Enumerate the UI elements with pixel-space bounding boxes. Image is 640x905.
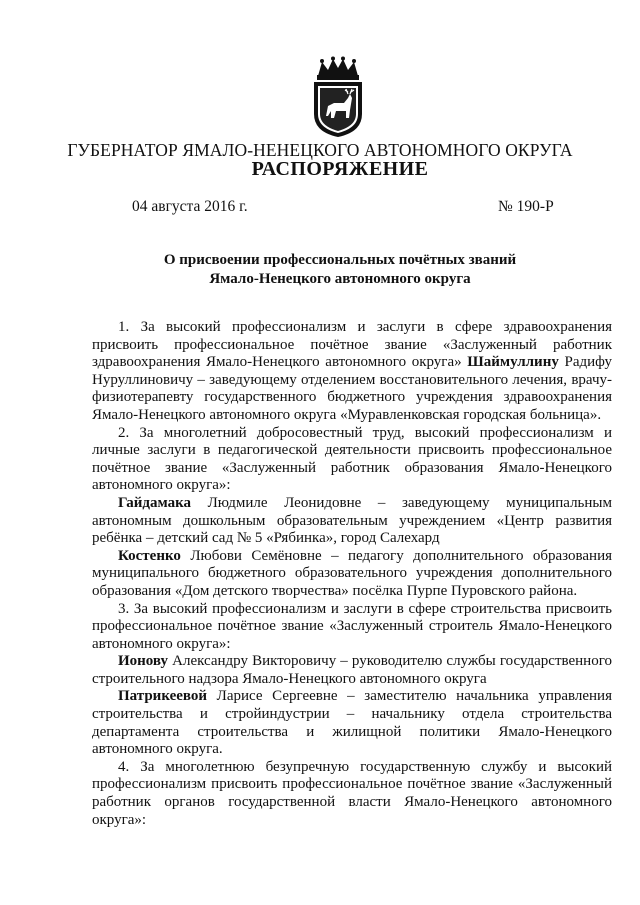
paragraph-text: Александру Викторовичу – руководителю службы государственного строительного надзора Ямало-Ненецкого автономного округа [92,653,612,687]
paragraph-3-awardee-2 [92,688,612,758]
awardee-surname: Шаймуллину [467,354,559,371]
awardee-surname: Гайдамака [118,494,191,511]
paragraph-1 [92,319,612,425]
paragraph-3 [92,601,612,654]
paragraph-text: 3. За высокий профессионализм и заслуги в сфере строительства присвоить профессиональное почётное звание «Заслуженный строитель Ямало-Ненецкого автономного округа»: [92,600,612,652]
awardee-surname: Патрикеевой [118,688,208,705]
awardee-surname: Костенко [118,547,181,564]
document-title-line-2: Ямало-Ненецкого автономного округа [209,271,471,287]
awardee-surname: Ионову [118,653,169,670]
document-title-line-1: О присвоении профессиональных почётных званий [163,252,517,268]
document-body [92,319,612,829]
document-type-heading: РАСПОРЯЖЕНИЕ [251,158,429,180]
paragraph-2-awardee-1 [92,495,612,548]
paragraph-text: 1. За высокий профессионализм и заслуги в сфере здравоохранения присвоить профессиональное почётное звание «Заслуженный работник здравоохранения Ямало-Ненецкого автономного округа» [92,319,612,371]
paragraph-2 [92,425,612,495]
issuing-authority: ГУБЕРНАТОР ЯМАЛО-НЕНЕЦКОГО АВТОНОМНОГО ОКРУГА [67,140,573,160]
paragraph-text: Любови Семёновне – педагогу дополнительного образования муниципального бюджетного образовательного учреждения дополнительного образования «Дом детского творчества» посёлка Пурпе Пуровского района. [92,547,612,599]
paragraph-4 [92,759,612,829]
paragraph-2-awardee-2 [92,548,612,601]
document-number: № 190-Р [498,198,554,215]
paragraph-3-awardee-1 [92,653,612,688]
paragraph-text: 4. За многолетнюю безупречную государственную службу и высокий профессионализм присвоить профессиональное почётное звание «Заслуженный работник органов государственной власти Ямало-Ненецкого автономного округа»: [92,758,612,828]
paragraph-text: 2. За многолетний добросовестный труд, высокий профессионализм и личные заслуги в педагогической деятельности присвоить профессиональное почётное звание «Заслуженный работник образования Ямало-Ненецкого автономного округа»: [92,424,612,494]
document-date: 04 августа 2016 г. [132,198,248,215]
paragraph-text: Ларисе Сергеевне – заместителю начальника управления строительства и стройиндустрии – начальнику отдела строительства департамента строительства и жилищной политики Ямало-Ненецкого автономного округа. [92,688,612,758]
coat-of-arms-emblem [306,56,370,138]
document-title [100,251,580,289]
paragraph-text: Радифу Нуруллиновичу – заведующему отделением восстановительного лечения, врачу-физиотерапевту государственного бюджетного учреждения здравоохранения Ямало-Ненецкого автономного округа «Муравленковская городская больница». [92,354,612,423]
paragraph-text: Людмиле Леонидовне – заведующему муниципальным автономным дошкольным образовательным учреждением «Центр развития ребёнка – детский сад № 5 «Рябинка», город Салехард [92,494,612,547]
